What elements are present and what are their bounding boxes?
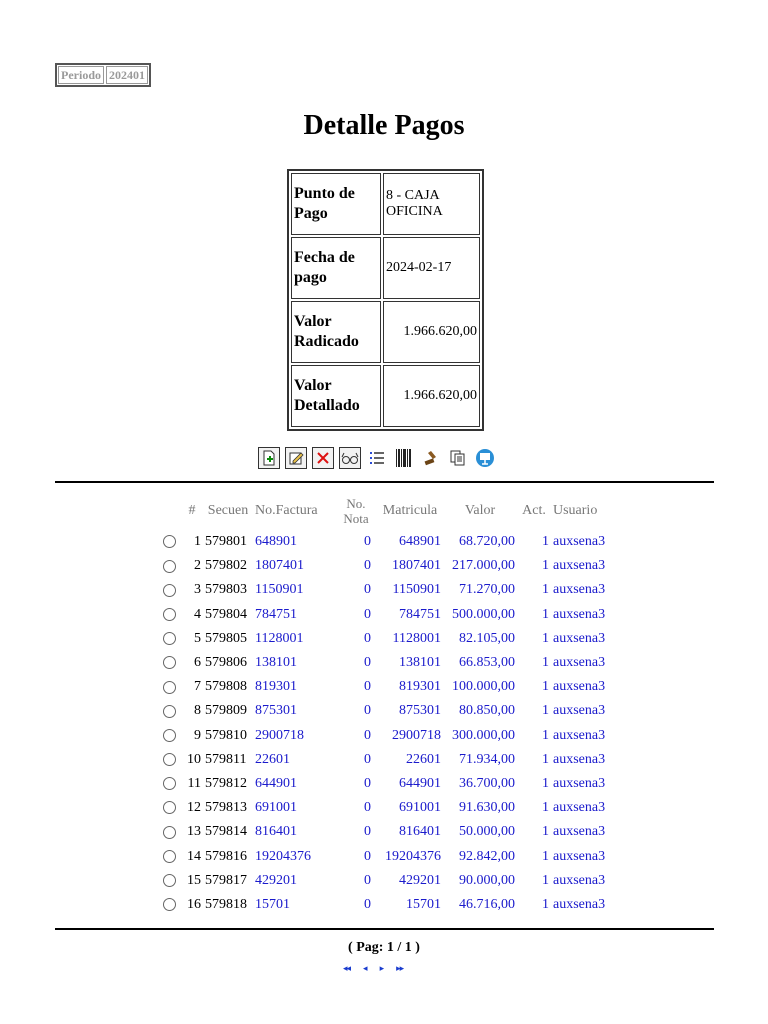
col-act: Act. (522, 503, 546, 518)
cell-usuario[interactable]: auxsena3 (553, 655, 606, 671)
action-toolbar (258, 446, 496, 470)
page-title: Detalle Pagos (303, 110, 465, 141)
cell-secuen: 579806 (205, 655, 247, 671)
row-select-cell (157, 844, 181, 868)
cell-nota[interactable]: 0 (364, 775, 371, 791)
cell-act[interactable]: 1 (542, 582, 549, 598)
cell-usuario[interactable]: auxsena3 (553, 558, 606, 574)
cell-usuario[interactable]: auxsena3 (553, 824, 606, 840)
cell-factura[interactable]: 15701 (255, 896, 290, 912)
cell-secuen: 579818 (205, 896, 247, 912)
new-document-icon[interactable] (258, 447, 280, 469)
cell-valor[interactable]: 71.934,00 (459, 751, 515, 767)
info-row (291, 237, 480, 299)
delete-icon[interactable] (312, 447, 334, 469)
cell-usuario[interactable]: auxsena3 (553, 534, 606, 550)
cell-matricula[interactable]: 819301 (399, 679, 441, 695)
cell-act[interactable]: 1 (542, 655, 549, 671)
row-select-cell (157, 603, 181, 627)
table-row (157, 748, 615, 772)
info-label: Valor Detallado (291, 365, 381, 427)
cell-matricula[interactable]: 2900718 (392, 727, 441, 743)
cell-factura[interactable]: 22601 (255, 751, 290, 767)
cell-secuen: 579816 (205, 848, 247, 864)
cell-secuen: 579803 (205, 582, 247, 598)
cell-act[interactable]: 1 (542, 606, 549, 622)
next-page-button[interactable]: ▸ (379, 963, 384, 973)
cell-factura[interactable]: 429201 (255, 872, 297, 888)
cell-num: 12 (187, 800, 201, 816)
cell-factura[interactable]: 648901 (255, 534, 297, 550)
info-value: 2024-02-17 (383, 237, 480, 299)
view-glasses-icon[interactable] (339, 447, 361, 469)
cell-num: 8 (194, 703, 201, 719)
table-row (157, 554, 615, 578)
cell-matricula[interactable]: 19204376 (385, 848, 441, 864)
cell-matricula[interactable]: 1807401 (392, 558, 441, 574)
cell-factura[interactable]: 784751 (255, 606, 297, 622)
cell-secuen: 579809 (205, 703, 247, 719)
row-select-cell (157, 651, 181, 675)
cell-act[interactable]: 1 (542, 824, 549, 840)
info-row (291, 365, 480, 427)
cell-matricula[interactable]: 875301 (399, 703, 441, 719)
cell-factura[interactable]: 819301 (255, 679, 297, 695)
row-select-cell (157, 627, 181, 651)
row-radio[interactable] (163, 801, 176, 814)
row-select-cell (157, 796, 181, 820)
cell-act[interactable]: 1 (542, 727, 549, 743)
cell-valor[interactable]: 80.850,00 (459, 703, 515, 719)
cell-valor[interactable]: 500.000,00 (452, 606, 515, 622)
cell-nota[interactable]: 0 (364, 800, 371, 816)
cell-usuario[interactable]: auxsena3 (553, 630, 606, 646)
barcode-icon[interactable] (393, 447, 415, 469)
table-row (157, 699, 615, 723)
cell-matricula[interactable]: 644901 (399, 775, 441, 791)
row-select-cell (157, 748, 181, 772)
presentation-icon[interactable] (474, 447, 496, 469)
cell-usuario[interactable]: auxsena3 (553, 896, 606, 912)
cell-usuario[interactable]: auxsena3 (553, 751, 606, 767)
row-select-cell (157, 869, 181, 893)
cell-valor[interactable]: 82.105,00 (459, 630, 515, 646)
cell-factura[interactable]: 1807401 (255, 558, 304, 574)
row-select-cell (157, 578, 181, 602)
row-radio[interactable] (163, 584, 176, 597)
cell-nota[interactable]: 0 (364, 727, 371, 743)
table-row (157, 796, 615, 820)
cell-num: 9 (194, 727, 201, 743)
cell-valor[interactable]: 90.000,00 (459, 872, 515, 888)
cell-valor[interactable]: 66.853,00 (459, 655, 515, 671)
cell-usuario[interactable]: auxsena3 (553, 582, 606, 598)
cell-usuario[interactable]: auxsena3 (553, 848, 606, 864)
cell-valor[interactable]: 46.716,00 (459, 896, 515, 912)
cell-num: 10 (187, 751, 201, 767)
cell-valor[interactable]: 217.000,00 (452, 558, 515, 574)
first-page-button[interactable]: ◂◂ (343, 963, 351, 973)
table-row (157, 675, 615, 699)
cell-matricula[interactable]: 1128001 (392, 630, 441, 646)
table-row (157, 844, 615, 868)
col-secuen: Secuen (207, 503, 249, 518)
row-radio[interactable] (163, 826, 176, 839)
row-radio[interactable] (163, 777, 176, 790)
row-select-cell (157, 699, 181, 723)
cell-nota[interactable]: 0 (364, 824, 371, 840)
cell-usuario[interactable]: auxsena3 (553, 679, 606, 695)
cell-nota[interactable]: 0 (364, 582, 371, 598)
cell-act[interactable]: 1 (542, 630, 549, 646)
row-radio[interactable] (163, 874, 176, 887)
cell-num: 14 (187, 848, 201, 864)
cell-valor[interactable]: 100.000,00 (452, 679, 515, 695)
table-row (157, 820, 615, 844)
cell-act[interactable]: 1 (542, 751, 549, 767)
payment-summary-table (287, 169, 484, 431)
info-row (291, 173, 480, 235)
periodo-value: 202401 (106, 66, 148, 84)
cell-nota[interactable]: 0 (364, 848, 371, 864)
col-select (157, 492, 181, 530)
cell-nota[interactable]: 0 (364, 630, 371, 646)
cell-secuen: 579802 (205, 558, 247, 574)
cell-usuario[interactable]: auxsena3 (553, 775, 606, 791)
table-row (157, 627, 615, 651)
info-label: Valor Radicado (291, 301, 381, 363)
cell-nota[interactable]: 0 (364, 751, 371, 767)
row-radio[interactable] (163, 729, 176, 742)
cell-factura[interactable]: 816401 (255, 824, 297, 840)
cell-act[interactable]: 1 (542, 896, 549, 912)
payments-table (157, 492, 615, 917)
info-label: Punto de Pago (291, 173, 381, 235)
cell-act[interactable]: 1 (542, 848, 549, 864)
cell-secuen: 579808 (205, 679, 247, 695)
cell-factura[interactable]: 19204376 (255, 848, 311, 864)
cell-valor[interactable]: 71.270,00 (459, 582, 515, 598)
cell-valor[interactable]: 300.000,00 (452, 727, 515, 743)
info-label: Fecha de pago (291, 237, 381, 299)
cell-valor[interactable]: 36.700,00 (459, 775, 515, 791)
table-row (157, 651, 615, 675)
table-row (157, 530, 615, 554)
cell-factura[interactable]: 875301 (255, 703, 297, 719)
cell-num: 7 (194, 679, 201, 695)
info-value: 1.966.620,00 (383, 301, 480, 363)
cell-nota[interactable]: 0 (364, 558, 371, 574)
row-radio[interactable] (163, 753, 176, 766)
cell-num: 1 (194, 534, 201, 550)
row-select-cell (157, 554, 181, 578)
cell-secuen: 579814 (205, 824, 247, 840)
row-select-cell (157, 724, 181, 748)
row-select-cell (157, 675, 181, 699)
info-row (291, 301, 480, 363)
edit-icon[interactable] (285, 447, 307, 469)
row-radio[interactable] (163, 535, 176, 548)
cell-factura[interactable]: 2900718 (255, 727, 304, 743)
row-radio[interactable] (163, 656, 176, 669)
cell-nota[interactable]: 0 (364, 534, 371, 550)
cell-nota[interactable]: 0 (364, 655, 371, 671)
cell-matricula[interactable]: 816401 (399, 824, 441, 840)
cell-num: 4 (194, 606, 201, 622)
last-page-button[interactable]: ▸▸ (396, 963, 404, 973)
col-factura: No.Factura (255, 503, 318, 518)
row-radio[interactable] (163, 705, 176, 718)
cell-matricula[interactable]: 138101 (399, 655, 441, 671)
row-radio[interactable] (163, 632, 176, 645)
info-value: 1.966.620,00 (383, 365, 480, 427)
cell-usuario[interactable]: auxsena3 (553, 703, 606, 719)
cell-act[interactable]: 1 (542, 775, 549, 791)
cell-act[interactable]: 1 (542, 534, 549, 550)
cell-usuario[interactable]: auxsena3 (553, 872, 606, 888)
col-nota (339, 492, 377, 530)
table-row (157, 893, 615, 917)
info-value: 8 - CAJA OFICINA (383, 173, 480, 235)
table-row (157, 772, 615, 796)
cell-num: 3 (194, 582, 201, 598)
prev-page-button[interactable]: ◂ (363, 963, 367, 973)
col-num: # (188, 503, 196, 518)
cell-num: 13 (187, 824, 201, 840)
cell-factura[interactable]: 691001 (255, 800, 297, 816)
cell-matricula[interactable]: 648901 (399, 534, 441, 550)
table-row (157, 603, 615, 627)
row-radio[interactable] (163, 681, 176, 694)
cell-secuen: 579813 (205, 800, 247, 816)
cell-matricula[interactable]: 691001 (399, 800, 441, 816)
cell-act[interactable]: 1 (542, 703, 549, 719)
row-select-cell (157, 530, 181, 554)
cell-factura[interactable]: 138101 (255, 655, 297, 671)
table-row (157, 578, 615, 602)
table-header-row (157, 492, 615, 530)
row-radio[interactable] (163, 850, 176, 863)
row-select-cell (157, 820, 181, 844)
cell-secuen: 579812 (205, 775, 247, 791)
cell-act[interactable]: 1 (542, 800, 549, 816)
cell-num: 2 (194, 558, 201, 574)
col-valor: Valor (464, 503, 496, 518)
cell-valor[interactable]: 91.630,00 (459, 800, 515, 816)
cell-valor[interactable]: 50.000,00 (459, 824, 515, 840)
cell-secuen: 579810 (205, 727, 247, 743)
cell-factura[interactable]: 644901 (255, 775, 297, 791)
cell-matricula[interactable]: 429201 (399, 872, 441, 888)
cell-nota[interactable]: 0 (364, 606, 371, 622)
cell-secuen: 579805 (205, 630, 247, 646)
row-select-cell (157, 893, 181, 917)
cell-usuario[interactable]: auxsena3 (553, 727, 606, 743)
cell-matricula[interactable]: 22601 (406, 751, 441, 767)
cell-num: 5 (194, 630, 201, 646)
top-divider (55, 481, 714, 483)
cell-secuen: 579817 (205, 872, 247, 888)
cell-secuen: 579804 (205, 606, 247, 622)
cell-num: 16 (187, 896, 201, 912)
cell-valor[interactable]: 92.842,00 (459, 848, 515, 864)
cell-usuario[interactable]: auxsena3 (553, 606, 606, 622)
stamp-icon[interactable] (420, 447, 442, 469)
cell-secuen: 579801 (205, 534, 247, 550)
cell-num: 6 (194, 655, 201, 671)
cell-act[interactable]: 1 (542, 558, 549, 574)
cell-secuen: 579811 (205, 751, 247, 767)
list-icon[interactable] (366, 447, 388, 469)
col-nota-label: No. Nota (343, 496, 369, 526)
cell-valor[interactable]: 68.720,00 (459, 534, 515, 550)
cell-matricula[interactable]: 784751 (399, 606, 441, 622)
cell-matricula[interactable]: 15701 (406, 896, 441, 912)
cell-act[interactable]: 1 (542, 679, 549, 695)
cell-num: 15 (187, 872, 201, 888)
row-radio[interactable] (163, 560, 176, 573)
table-row (157, 724, 615, 748)
cell-nota[interactable]: 0 (364, 896, 371, 912)
cell-matricula[interactable]: 1150901 (392, 582, 441, 598)
page-indicator: ( Pag: 1 / 1 ) (348, 940, 420, 955)
row-select-cell (157, 772, 181, 796)
cell-usuario[interactable]: auxsena3 (553, 800, 606, 816)
col-usuario: Usuario (553, 503, 598, 518)
bottom-divider (55, 928, 714, 930)
cell-nota[interactable]: 0 (364, 872, 371, 888)
row-radio[interactable] (163, 608, 176, 621)
cell-act[interactable]: 1 (542, 872, 549, 888)
cell-factura[interactable]: 1150901 (255, 582, 304, 598)
table-row (157, 869, 615, 893)
row-radio[interactable] (163, 898, 176, 911)
pagination-nav (343, 963, 403, 974)
cell-nota[interactable]: 0 (364, 703, 371, 719)
cell-nota[interactable]: 0 (364, 679, 371, 695)
cell-factura[interactable]: 1128001 (255, 630, 304, 646)
cell-num: 11 (187, 775, 201, 791)
documents-icon[interactable] (447, 447, 469, 469)
col-matricula: Matricula (382, 503, 438, 518)
periodo-box (55, 63, 151, 87)
periodo-label: Periodo (58, 66, 104, 84)
